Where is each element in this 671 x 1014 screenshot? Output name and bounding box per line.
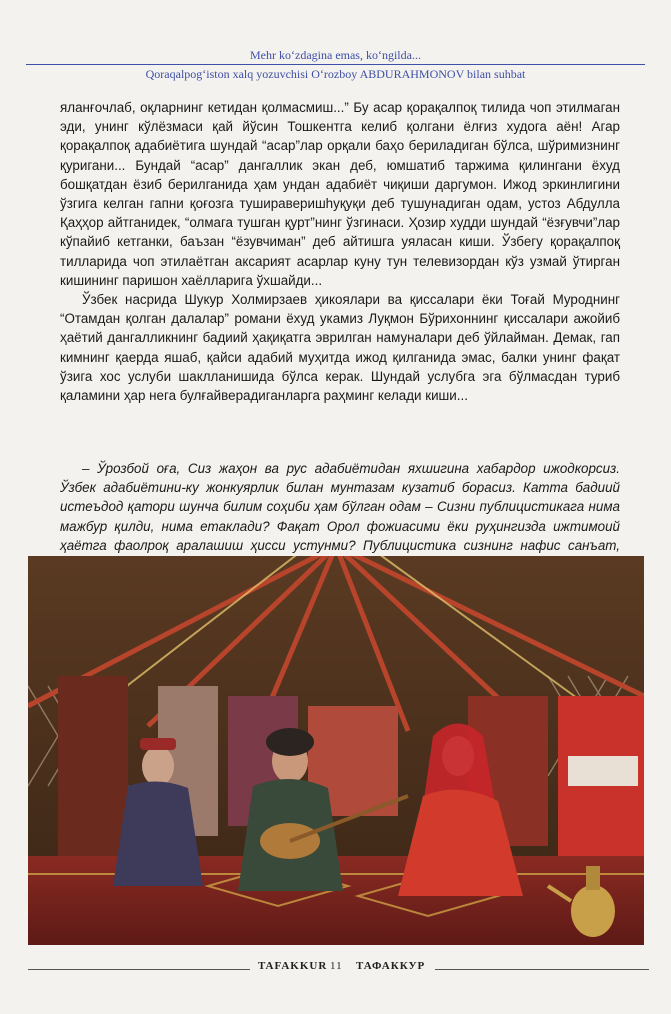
page-footer [0,960,671,978]
photo-illustration [28,556,644,945]
footer-journal-cyrillic: ТАФАККУР [356,960,426,972]
header-subtitle: Qoraqalpogʻiston xalq yozuvchisi Oʻrozboy ABDURAHMONOV bilan suhbat [145,67,526,81]
paragraph-2: Ўзбек насрида Шукур Холмирзаев ҳикоялари ва қиссалари ёки Тоғай Муроднинг “Отамдан қолган далалар” романи ёхуд укамиз Луқмон Бўрихоннинг қиссалари ажойиб ҳаётий дангалликнинг бадиий ҳақиқатга эврилган намуналари деб ўйлайман. Демак, гап кимнинг қаерда яшаб, қайси адабий муҳитда ижод қилганида эмас, балки унинг фақат ўзига хос услуби шаклланишида бўлса керак. Шундай услубга эга бўлмасдан туриб қаламини ҳар нега булғайверадиганларга раҳминг келади киши... [60,292,620,404]
footer-rule-right [435,969,649,970]
yurt-interior-photo [28,556,644,945]
page-number: 11 [330,960,343,972]
footer-rule-left [28,969,250,970]
paragraph-1: яланғочлаб, оқларнинг кетидан қолмасмиш...” Бу асар қорақалпоқ тилида чоп этилмаган эди, унинг кўлёзмаси қай йўсин Тошкентга келиб қолгани ёлғиз худога аён! Агар қорақалпоқ адабиётига шундай “асар”лар орқали баҳо бериладиган бўлса, шўримизнинг қуригани... Бундай “асар” дангаллик экан деб, юмшатиб таржима қилингани ёхуд бошқатдан ёзиб берилганида ҳам ундан адабиёт чиқиши даргумон. Ижод эркинлигини ўзгига келган гапни қоғозга тушираверишhуқуқи деб тушунадиган одам, устоз Абдулла Қаҳҳор айтганидек, “олмага тушган қурт”нинг ўзгинаси. Ҳозир худди шундай “ёзғувчи”лар кўпайиб кетганки, баъзан “ёзувчиман” деб айтишга уяласан киши. Ўзбегу қорақалпоқ тилларида чоп этилаётган аксарият асарлар куну тун телевизордан кўз узмай ўтирган кишининг паришон хаёлларига ўхшайди... [60,100,620,288]
footer-journal-latin: TAFAKKUR [258,960,328,972]
question-text: – Ўрозбой оға, Сиз жаҳон ва рус адабиётидан яхшигина хабардор ижодкорсиз. Ўзбек адабиётини-ку жонкуярлик билан мунтазам кузатиб борасиз. Катта бадиий истеъдод қатори шунча билим соҳиби ҳам бўлган одам – Сизни публицистикага нима мажбур қилди, нима етаклади? Фақат Орол фожиасими ёки руҳингизда ижтимоий ҳаётга фаолроқ аралашиш ҳисси устунми? Публицистика сизнинг нафис санъат, [60,461,620,553]
running-header [0,48,671,81]
article-body [60,98,620,405]
header-rule [26,64,645,65]
header-title: Mehr koʻzdagina emas, koʻngilda... [250,48,421,62]
